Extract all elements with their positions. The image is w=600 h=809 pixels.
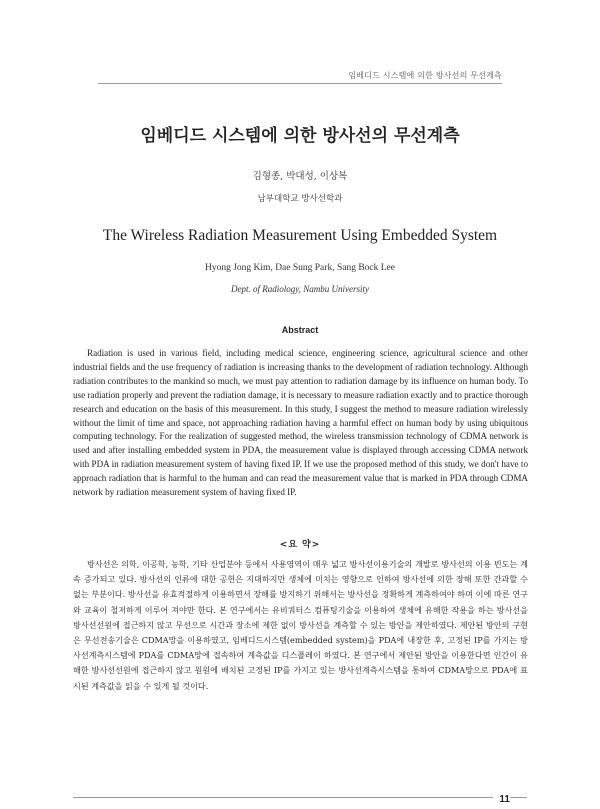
authors-english: Hyong Jong Kim, Dae Sung Park, Sang Bock Lee — [205, 263, 395, 273]
affiliation-korean: 남부대학교 방사선학과 — [257, 194, 343, 204]
header-divider — [98, 83, 502, 84]
summary-heading: <요 약> — [279, 540, 321, 550]
authors-korean: 김형종, 박대성, 이상복 — [252, 171, 348, 182]
page-number: 11 — [493, 794, 510, 805]
affiliation-english: Dept. of Radiology, Nambu University — [231, 284, 369, 294]
summary-body: 방사선은 의학, 이공학, 농학, 기타 산업분야 등에서 사용영역이 매우 넓고 방사선이용기술의 개발로 방사선의 이용 빈도는 계속 증가되고 있다. 방사선의 인류에 대한 공헌은 지대하지만 생체에 미치는 영향으로 인하여 방사선에 의한 장해 또한 간과할 수 없는 부분이다. 방사선을 유효적절하게 이용하면서 장해를 방지하기 위해서는 방사선을 정확하게 계측하여야 하며 이에 따른 연구와 교육이 철저하게 이루어 져야만 한다. 본 연구에서는 유비쿼터스 컴퓨팅기술을 이용하여 생체에 유해한 작용을 하는 방사선을 방사선선원에 접근하지 않고 무선으로 시간과 장소에 제한 없이 방사선을 계측할 수 있는 방안을 제안하였다. 제안된 방안의 구현은 무선전송기술은 CDMA망을 이용하였고, 임베디드시스템(embedded system)을 PDA에 내장한 후, 고정된 IP를 가지는 방사선계측시스템에 PDA를 CDMA망에 접속하여 계측값을 디스플레이 하였다. 본 연구에서 제안된 방안을 이용한다면 인간이 유해한 방사선선원에 접근하지 않고 원원에 배치된 고정된 IP를 가지고 있는 방사선계측시스템을 통하여 CDMA망으로 PDA에 표시된 계측값을 읽을 수 있게 될 것이다. — [73, 559, 528, 691]
paper-title-english: The Wireless Radiation Measurement Using Embedded System — [102, 227, 498, 244]
abstract-heading: Abstract — [281, 325, 319, 335]
footer-divider — [73, 797, 527, 798]
abstract-body: Radiation is used in various field, including medical science, engineering science, agricultural science and other industrial fields and the use frequency of radiation is increasing thanks to the development of radiation technology. Although radiation contributes to the mankind so much, we must pay attention to radiation damage by its influence on human body. To use radiation properly and prevent the radiation damage, it is necessary to measure radiation exactly and to practice thorough research and education on the basis of this measurement. In this study, I suggest the method to measure radiation wirelessly without the limit of time and space, not approaching radiation having a harmful effect on human body by using ubiquitous computing technology. For the realization of suggested method, the wireless transmission technology of CDMA network is used and after installing embedded system in PDA, the measurement value is displayed through accessing CDMA network with PDA in radiation measurement system of having fixed IP. If we use the proposed method of this study, we don't have to approach radiation that is harmful to the human and can read the measurement value that is marked in PDA through CDMA network by radiation measurement system of having fixed IP. — [73, 348, 528, 498]
running-head: 임베디드 시스템에 의한 방사선의 무선계측 — [348, 71, 502, 80]
paper-title-korean: 임베디드 시스템에 의한 방사선의 무선계측 — [140, 126, 460, 146]
